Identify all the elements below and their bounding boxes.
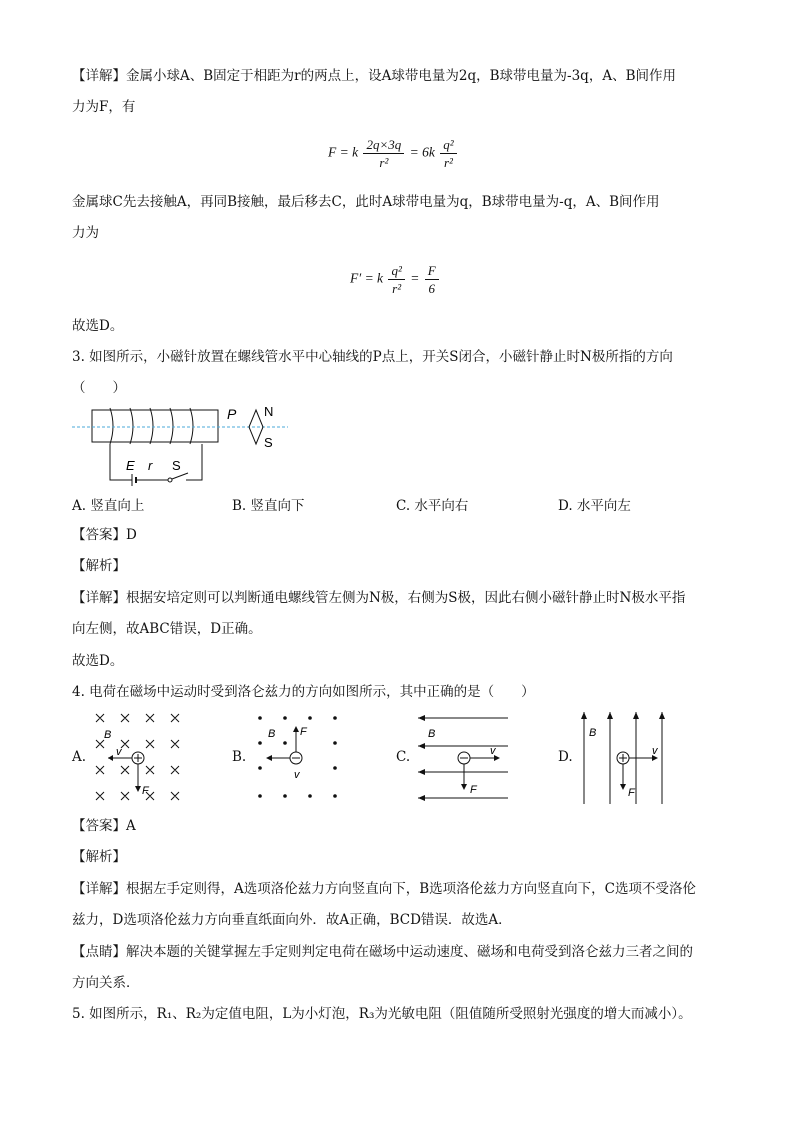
force-arrowhead <box>293 726 299 732</box>
q5-stem: 5. 如图所示，R₁、R₂为定值电阻，L为小灯泡，R₃为光敏电阻（阻值随所受照射光强度的增大而减小）。 <box>72 1006 692 1022</box>
formula-lhs: F = k <box>328 144 359 160</box>
velocity-label: v <box>294 769 300 781</box>
internal-resistance-label: r <box>148 458 153 473</box>
south-pole-label: S <box>264 435 273 450</box>
velocity-arrowhead <box>108 755 113 761</box>
q4-answer: 【答案】A <box>72 818 136 834</box>
q4-stem: 4. 电荷在磁场中运动时受到洛仑兹力的方向如图所示，其中正确的是（ ） <box>72 684 535 700</box>
force-arrowhead <box>461 784 467 790</box>
q4-label-d: D. <box>558 749 573 765</box>
detail-line-2: 力为F，有 <box>72 99 136 115</box>
q4-figure-d <box>576 708 676 808</box>
fraction <box>388 262 404 297</box>
coulomb-formula-1 <box>328 136 459 171</box>
conclusion-line: 故选D。 <box>72 318 124 334</box>
solenoid-coils <box>110 408 193 444</box>
compass-needle <box>249 410 263 444</box>
detail-line-3: 金属球C先去接触A，再同B接触，最后移去C，此时A球带电量为q，B球带电量为-q，A、B间作用 <box>72 194 660 210</box>
fraction-denominator: r² <box>379 155 389 170</box>
detail-line-1: 【详解】金属小球A、B固定于相距为r的两点上，设A球带电量为2q，B球带电量为-3q，A、B间作用 <box>72 68 676 84</box>
force-label: F <box>142 785 149 797</box>
formula-eq: = <box>410 270 420 286</box>
velocity-label: v <box>116 746 122 758</box>
emf-label: E <box>126 458 135 473</box>
q4-analysis-heading: 【解析】 <box>72 849 126 865</box>
velocity-label: v <box>490 745 496 757</box>
force-arrowhead <box>135 786 141 792</box>
fraction-denominator: r² <box>443 155 453 170</box>
point-p-label: P <box>227 406 237 422</box>
q3-conclusion: 故选D。 <box>72 653 124 669</box>
q4-label-a: A. <box>72 749 87 765</box>
velocity-label: v <box>652 745 658 757</box>
solenoid-figure <box>70 400 310 490</box>
force-label: F <box>628 787 635 799</box>
q4-figure-c <box>414 710 514 806</box>
field-label: B <box>104 729 112 741</box>
field-arrowheads <box>581 712 665 719</box>
q4-figure-a <box>88 710 188 806</box>
fraction-numerator: q² <box>388 262 404 280</box>
field-label: B <box>589 727 597 739</box>
q3-stem-bracket: （ ） <box>72 380 126 396</box>
q4-label-c: C. <box>396 749 411 765</box>
detail-line-4: 力为 <box>72 225 99 241</box>
q3-option-b: B. 竖直向下 <box>232 498 305 514</box>
fraction <box>440 136 456 171</box>
fraction-numerator: q² <box>440 136 456 154</box>
fraction-denominator: 6 <box>428 281 435 296</box>
q4-label-b: B. <box>232 749 247 765</box>
formula-mid: = 6k <box>409 144 435 160</box>
q4-tip-line-2: 方向关系． <box>72 975 140 991</box>
fraction <box>363 136 404 171</box>
q4-tip-line-1: 【点睛】解决本题的关键掌握左手定则判定电荷在磁场中运动速度、磁场和电荷受到洛仑兹力三者之间的 <box>72 944 693 960</box>
switch-contact <box>168 478 172 482</box>
q4-figure-b <box>248 710 348 806</box>
north-pole-label: N <box>264 404 274 419</box>
switch-lever <box>172 473 188 479</box>
fraction-numerator: F <box>425 262 439 280</box>
q3-analysis-heading: 【解析】 <box>72 558 126 574</box>
velocity-arrowhead <box>266 755 272 761</box>
force-label: F <box>300 726 307 738</box>
field-label: B <box>268 728 276 740</box>
q3-stem: 3. 如图所示，小磁针放置在螺线管水平中心轴线的P点上，开关S闭合，小磁针静止时N极所指的方向 <box>72 349 673 365</box>
q3-option-c: C. 水平向右 <box>396 498 469 514</box>
fraction-denominator: r² <box>392 281 402 296</box>
fraction-numerator: 2q×3q <box>363 136 404 154</box>
circuit-wire-right <box>186 444 202 480</box>
force-arrowhead <box>620 784 626 790</box>
formula-lhs: F′ = k <box>350 270 384 286</box>
coulomb-formula-2 <box>350 262 441 297</box>
solenoid-body <box>92 410 218 442</box>
q4-detail-line-2: 兹力，D选项洛伦兹力方向垂直纸面向外．故A正确，BCD错误．故选A． <box>72 912 512 928</box>
force-label: F <box>470 784 477 796</box>
q3-option-a: A. 竖直向上 <box>72 498 145 514</box>
fraction <box>425 262 439 297</box>
field-arrowheads <box>418 715 425 801</box>
q3-option-d: D. 水平向左 <box>558 498 631 514</box>
switch-label: S <box>172 458 181 473</box>
q3-detail-line-2: 向左侧，故ABC错误，D正确。 <box>72 621 262 637</box>
q3-answer: 【答案】D <box>72 527 137 543</box>
field-label: B <box>428 728 436 740</box>
q3-detail-line-1: 【详解】根据安培定则可以判断通电螺线管左侧为N极，右侧为S极，因此右侧小磁针静止时N极水平指 <box>72 590 686 606</box>
q4-detail-line-1: 【详解】根据左手定则得，A选项洛伦兹力方向竖直向下，B选项洛伦兹力方向竖直向下，C选项不受洛伦 <box>72 881 696 897</box>
